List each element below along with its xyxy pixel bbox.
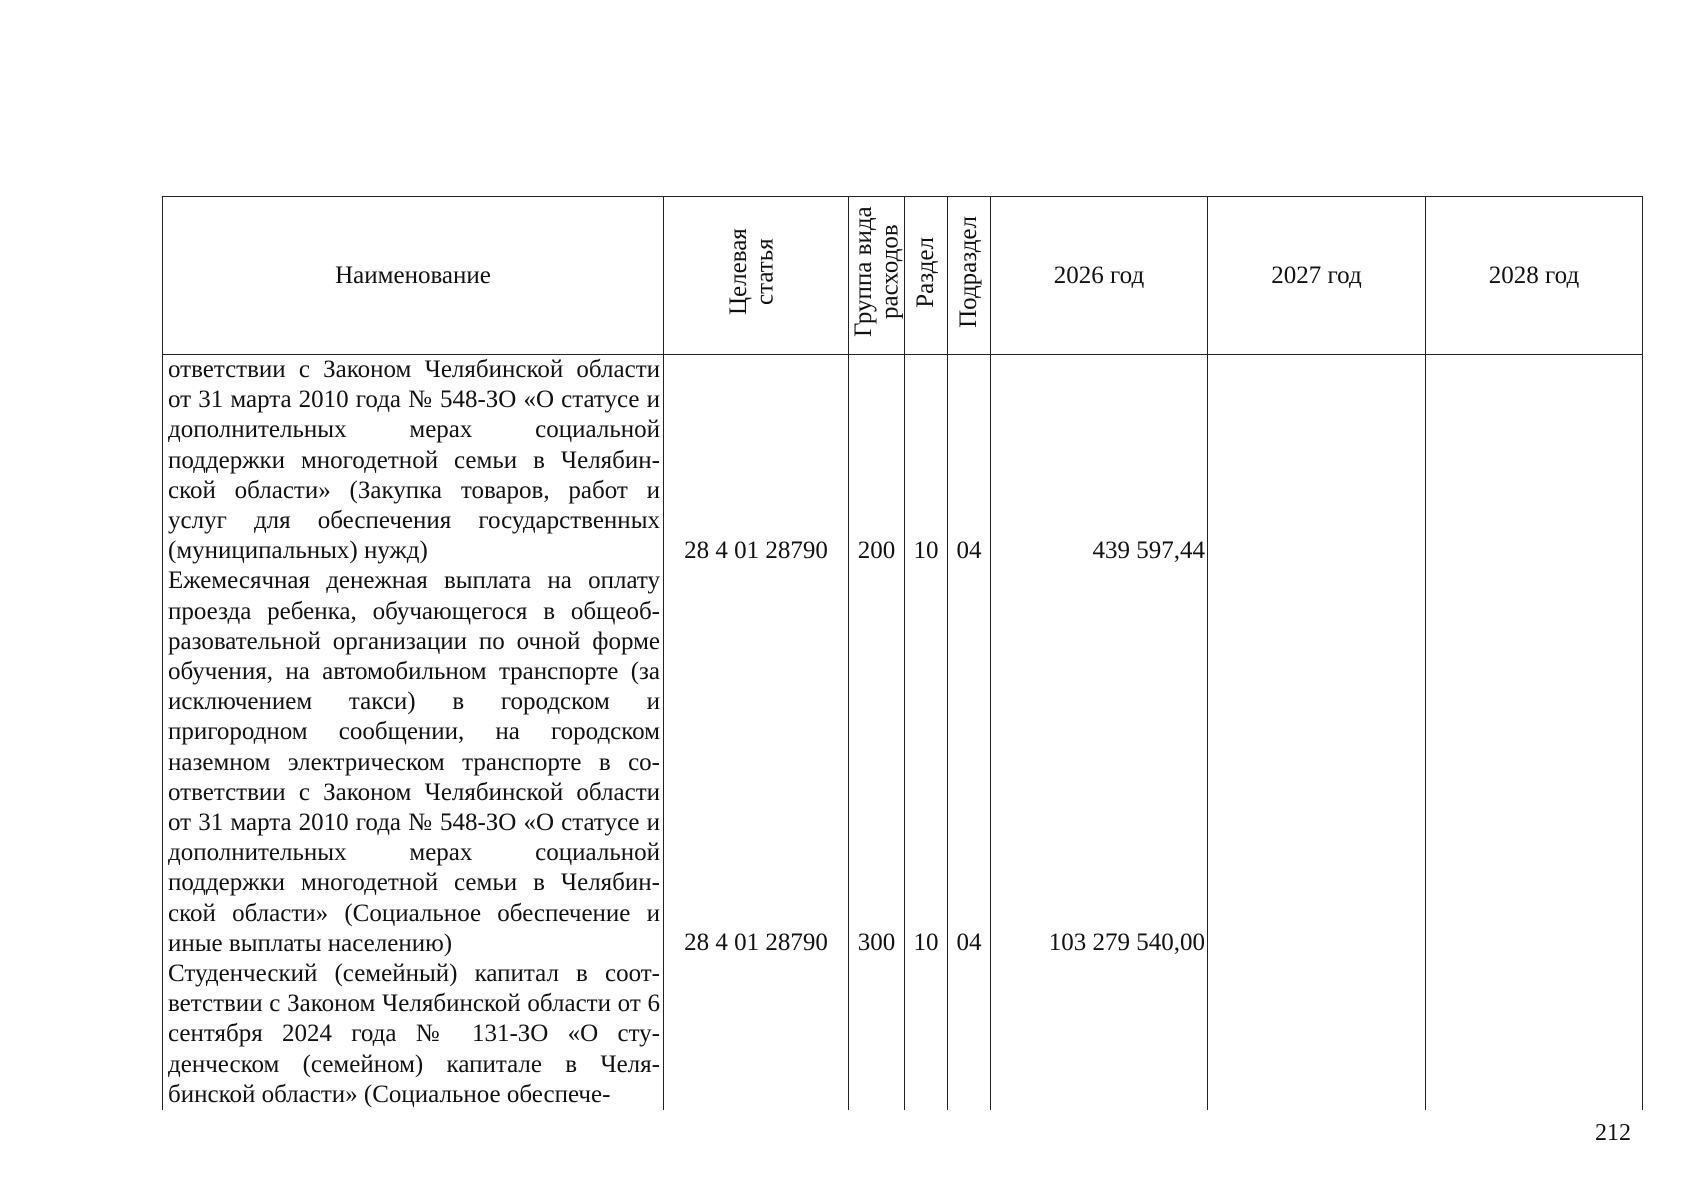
target-article-cell <box>664 355 849 1111</box>
row-name: Ежемесячная денежная выплата на оплату проезда ребенка, обучающегося в общеобразовательной организации по очной форме обучения, на автомобильном транспорте (за исключением такси) в городском и пригородном сообщении, на городском наземном электрическом транспорте в соответствии с Законом Челябинской области от 31 марта 2010 года № 548-ЗО «О статусе и дополнительных мерах социальной поддержки многодетной семьи в Челябинской области» (Социальное обеспечение и иные выплаты населению) <box>168 567 660 957</box>
expense-group-cell <box>849 355 905 1111</box>
header-name: Наименование <box>163 197 664 355</box>
row-amount-2026: 103 279 540,00 <box>1048 929 1205 957</box>
page-number: 212 <box>1595 1120 1631 1146</box>
header-subsection: Подраздел <box>948 197 991 355</box>
year-2028-cell <box>1426 355 1643 1111</box>
row-subsection: 04 <box>956 929 982 957</box>
row-name: Студенческий (семейный) капитал в соответствии с Законом Челябинской области от 6 сентября 2024 года № 131-ЗО «О студенческом (семейном) капитале в Челябинской области» (Социальное обеспече- <box>168 960 660 1108</box>
row-expense-group: 300 <box>857 929 896 957</box>
row-subsection: 04 <box>956 537 982 564</box>
row-target-article: 28 4 01 28790 <box>684 929 828 957</box>
header-row <box>163 197 1643 355</box>
row-section: 10 <box>913 537 939 564</box>
row-section: 10 <box>913 929 939 957</box>
row-name-cell <box>163 355 664 1111</box>
header-section: Раздел <box>905 197 948 355</box>
row-amount-2026: 439 597,44 <box>1092 537 1205 564</box>
budget-table <box>162 196 1643 1110</box>
row-name: ответствии с Законом Челябинской области от 31 марта 2010 года № 548-ЗО «О статусе и дополнительных мерах социальной поддержки многодетной семьи в Челябинской области» (Закупка товаров, работ и услуг для обеспечения государственных (муниципальных) нужд) <box>168 356 660 565</box>
header-target-article: Целевая статья <box>664 197 849 355</box>
row-expense-group: 200 <box>857 537 896 564</box>
table-row <box>163 355 1643 1111</box>
header-year-2028: 2028 год <box>1426 197 1643 355</box>
section-cell <box>905 355 948 1111</box>
subsection-cell <box>948 355 991 1111</box>
year-2026-cell <box>991 355 1208 1111</box>
header-year-2026: 2026 год <box>991 197 1208 355</box>
row-target-article: 28 4 01 28790 <box>684 537 828 564</box>
header-expense-group: Группа вида расходов <box>849 197 905 355</box>
header-year-2027: 2027 год <box>1208 197 1426 355</box>
year-2027-cell <box>1208 355 1426 1111</box>
